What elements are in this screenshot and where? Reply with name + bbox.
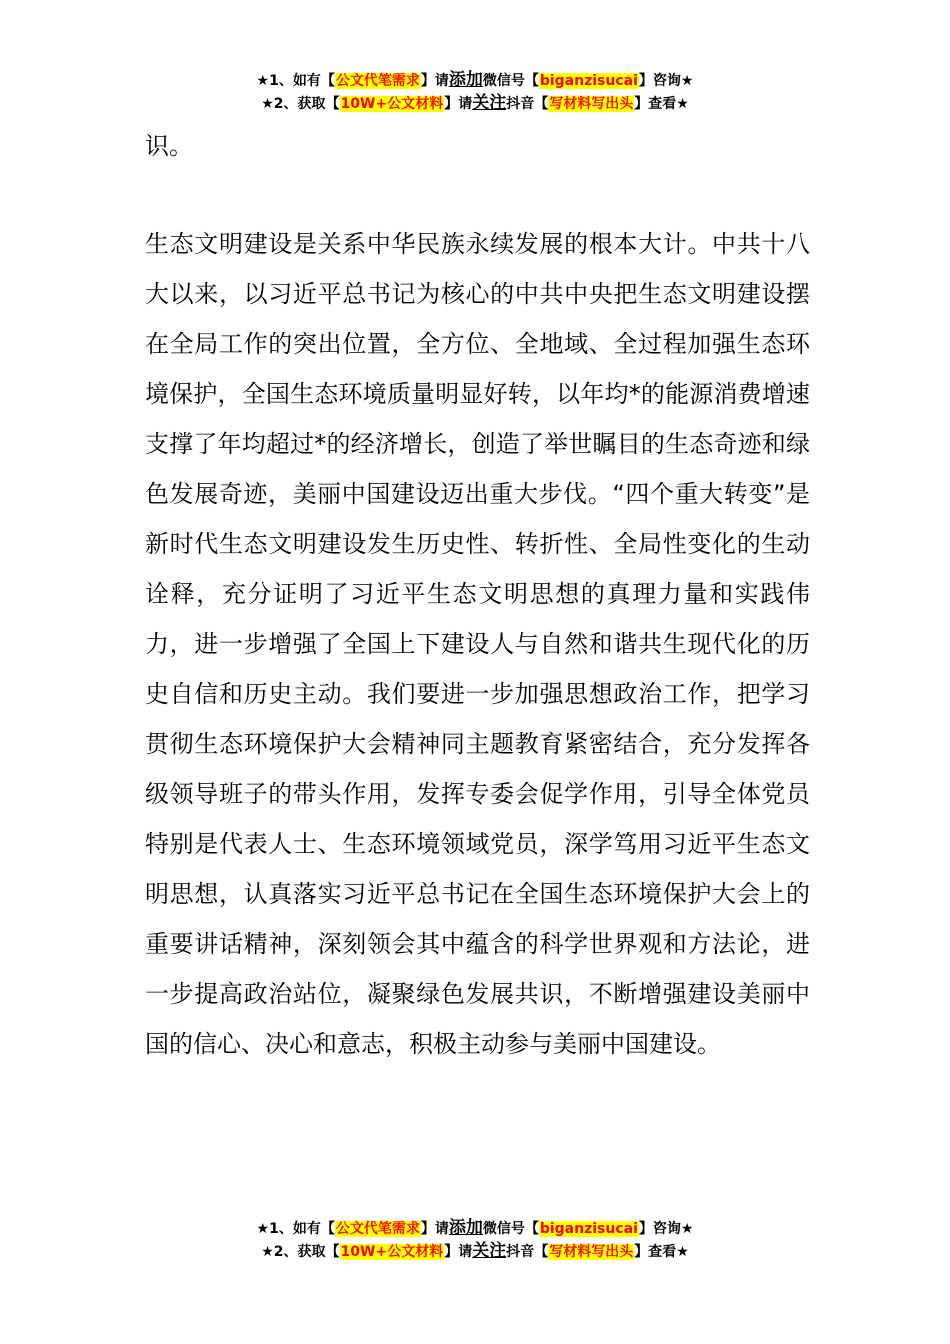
footer-line-2-mid-2: 抖音【: [506, 1244, 549, 1260]
header-line-1-prefix: 1、如有【: [269, 73, 335, 89]
header-line-1-suffix: 】咨询: [638, 73, 681, 89]
star-icon: ★: [676, 96, 689, 112]
body-paragraph: 生态文明建设是关系中华民族永续发展的根本大计。中共十八大以来，以习近平总书记为核心的中共中央把生态文明建设摆在全局工作的突出位置，全方位、全地域、全过程加强生态环境保护，全国生态环境质量明显好转，以年均*的能源消费增速支撑了年均超过*的经济增长，创造了举世瞩目的生态奇迹和绿色发展奇迹，美丽中国建设迈出重大步伐。“四个重大转变”是新时代生态文明建设发生历史性、转折性、全局性变化的生动诠释，充分证明了习近平生态文明思想的真理力量和实践伟力，进一步增强了全国上下建设人与自然和谐共生现代化的历史自信和历史主动。我们要进一步加强思想政治工作，把学习贯彻生态环境保护大会精神同主题教育紧密结合，充分发挥各级领导班子的带头作用，发挥专委会促学作用，引导全体党员特别是代表人士、生态环境领域党员，深学笃用习近平生态文明思想，认真落实习近平总书记在全国生态环境保护大会上的重要讲话精神，深刻领会其中蕴含的科学世界观和方法论，进一步提高政治站位，凝聚绿色发展共识，不断增强建设美丽中国的信心、决心和意志，积极主动参与美丽中国建设。: [145, 230, 810, 1058]
header-line-2-prefix: 2、获取【: [273, 96, 340, 112]
header-line-1-mid: 】请: [420, 73, 449, 89]
star-icon: ★: [256, 1221, 270, 1237]
header-line-2: [0, 92, 950, 115]
header-highlight-service: 公文代笔需求: [335, 73, 420, 89]
header-emphasis-follow: 关注: [472, 93, 507, 113]
header-banner: [0, 69, 950, 115]
fragment-text: 识。: [145, 132, 193, 160]
footer-emphasis-follow: 关注: [472, 1241, 507, 1261]
footer-line-1-mid: 】请: [420, 1221, 449, 1237]
footer-line-2-mid: 】请: [444, 1244, 473, 1260]
header-highlight-douyin-account: 写材料写出头: [549, 96, 634, 112]
footer-line-1-suffix: 】咨询: [638, 1221, 681, 1237]
footer-line-1: [0, 1217, 950, 1240]
star-icon: ★: [261, 96, 274, 112]
header-line-2-mid: 】请: [444, 96, 473, 112]
header-line-2-suffix: 】查看: [634, 96, 677, 112]
header-line-1-mid-2: 微信号【: [482, 73, 539, 89]
header-emphasis-add: 添加: [448, 70, 483, 90]
footer-highlight-service: 公文代笔需求: [335, 1221, 420, 1237]
header-line-1: [0, 69, 950, 92]
footer-line-2: [0, 1240, 950, 1263]
footer-line-1-mid-2: 微信号【: [482, 1221, 539, 1237]
star-icon: ★: [261, 1244, 274, 1260]
star-icon: ★: [256, 73, 270, 89]
star-icon: ★: [680, 1221, 694, 1237]
body-paragraph-block: [145, 219, 810, 1069]
star-icon: ★: [680, 73, 694, 89]
footer-highlight-douyin-account: 写材料写出头: [549, 1244, 634, 1260]
header-highlight-materials: 10W+公文材料: [340, 96, 444, 112]
footer-highlight-wechat-id: biganzisucai: [539, 1221, 638, 1237]
footer-line-2-prefix: 2、获取【: [273, 1244, 340, 1260]
star-icon: ★: [676, 1244, 689, 1260]
footer-highlight-materials: 10W+公文材料: [340, 1244, 444, 1260]
header-line-2-mid-2: 抖音【: [506, 96, 549, 112]
continued-fragment: [145, 121, 810, 171]
header-highlight-wechat-id: biganzisucai: [539, 73, 638, 89]
footer-line-1-prefix: 1、如有【: [269, 1221, 335, 1237]
footer-emphasis-add: 添加: [448, 1218, 483, 1238]
footer-line-2-suffix: 】查看: [634, 1244, 677, 1260]
footer-banner: [0, 1217, 950, 1263]
